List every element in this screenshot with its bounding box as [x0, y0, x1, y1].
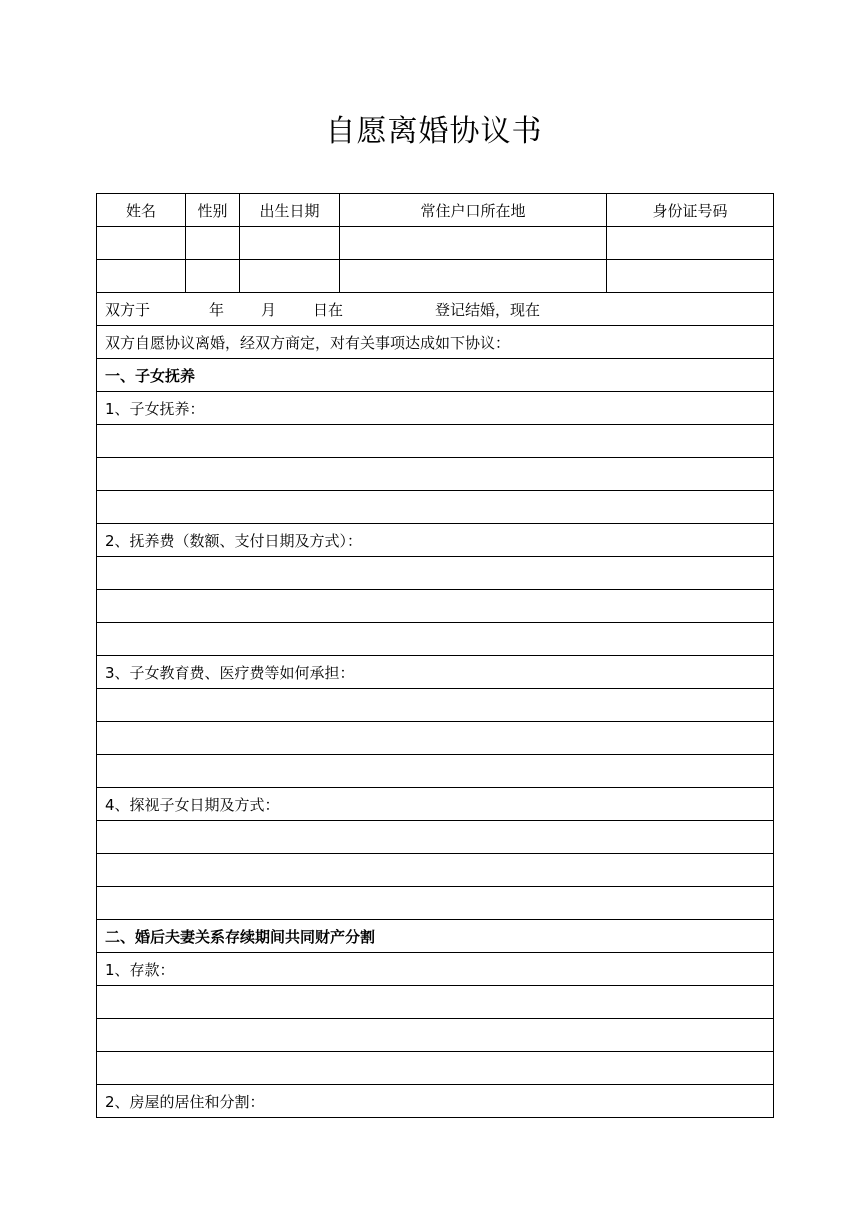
savings-item-label: 1、存款： — [97, 953, 774, 986]
blank-fill-line[interactable] — [97, 458, 774, 491]
document-title: 自愿离婚协议书 — [325, 114, 543, 149]
party1-gender-cell[interactable] — [186, 227, 240, 260]
header-name: 姓名 — [97, 194, 186, 227]
blank-fill-line[interactable] — [97, 557, 774, 590]
blank-fill-line[interactable] — [97, 854, 774, 887]
party1-id-cell[interactable] — [607, 227, 774, 260]
blank-row — [97, 491, 774, 524]
blank-row — [97, 722, 774, 755]
section-heading-row — [97, 920, 774, 953]
blank-fill-line[interactable] — [97, 887, 774, 920]
blank-fill-line[interactable] — [97, 623, 774, 656]
blank-fill-line[interactable] — [97, 722, 774, 755]
marriage-statement[interactable] — [97, 293, 774, 326]
marriage-row — [97, 293, 774, 326]
marriage-text-month: 月 — [261, 300, 277, 319]
blank-row — [97, 887, 774, 920]
blank-fill-line[interactable] — [97, 590, 774, 623]
blank-row — [97, 425, 774, 458]
blank-row — [97, 986, 774, 1019]
party2-name-cell[interactable] — [97, 260, 186, 293]
item-row — [97, 524, 774, 557]
section-heading-row — [97, 359, 774, 392]
party-row — [97, 227, 774, 260]
blank-row — [97, 458, 774, 491]
blank-row — [97, 755, 774, 788]
marriage-text-day: 日在 — [313, 300, 344, 319]
visitation-item-label: 4、探视子女日期及方式： — [97, 788, 774, 821]
party2-residence-cell[interactable] — [340, 260, 607, 293]
header-id-number: 身份证号码 — [607, 194, 774, 227]
blank-row — [97, 854, 774, 887]
header-birth-date: 出生日期 — [240, 194, 340, 227]
section1-heading: 一、子女抚养 — [97, 359, 774, 392]
item-row — [97, 392, 774, 425]
header-residence: 常住户口所在地 — [340, 194, 607, 227]
support-fee-item-label: 2、抚养费（数额、支付日期及方式）： — [97, 524, 774, 557]
agreement-form-table — [96, 193, 774, 1118]
marriage-text-registered: 登记结婚，现在 — [435, 300, 541, 319]
item-row — [97, 788, 774, 821]
education-medical-item-label: 3、子女教育费、医疗费等如何承担： — [97, 656, 774, 689]
blank-fill-line[interactable] — [97, 1052, 774, 1085]
blank-fill-line[interactable] — [97, 491, 774, 524]
blank-fill-line[interactable] — [97, 821, 774, 854]
blank-row — [97, 1019, 774, 1052]
party-row — [97, 260, 774, 293]
blank-fill-line[interactable] — [97, 425, 774, 458]
housing-item-label: 2、房屋的居住和分割： — [97, 1085, 774, 1118]
marriage-text-year: 年 — [209, 300, 225, 319]
header-gender: 性别 — [186, 194, 240, 227]
blank-row — [97, 623, 774, 656]
party2-birth-cell[interactable] — [240, 260, 340, 293]
party2-gender-cell[interactable] — [186, 260, 240, 293]
blank-fill-line[interactable] — [97, 689, 774, 722]
party2-id-cell[interactable] — [607, 260, 774, 293]
party1-residence-cell[interactable] — [340, 227, 607, 260]
item-row — [97, 1085, 774, 1118]
blank-fill-line[interactable] — [97, 755, 774, 788]
blank-fill-line[interactable] — [97, 986, 774, 1019]
blank-row — [97, 1052, 774, 1085]
section2-heading: 二、婚后夫妻关系存续期间共同财产分割 — [97, 920, 774, 953]
blank-row — [97, 590, 774, 623]
party1-birth-cell[interactable] — [240, 227, 340, 260]
agreement-statement: 双方自愿协议离婚，经双方商定，对有关事项达成如下协议： — [97, 326, 774, 359]
blank-row — [97, 689, 774, 722]
item-row — [97, 656, 774, 689]
custody-item-label: 1、子女抚养： — [97, 392, 774, 425]
blank-fill-line[interactable] — [97, 1019, 774, 1052]
header-row — [97, 194, 774, 227]
blank-row — [97, 557, 774, 590]
blank-row — [97, 821, 774, 854]
agreement-row — [97, 326, 774, 359]
party1-name-cell[interactable] — [97, 227, 186, 260]
marriage-text-1: 双方于 — [105, 300, 151, 319]
item-row — [97, 953, 774, 986]
